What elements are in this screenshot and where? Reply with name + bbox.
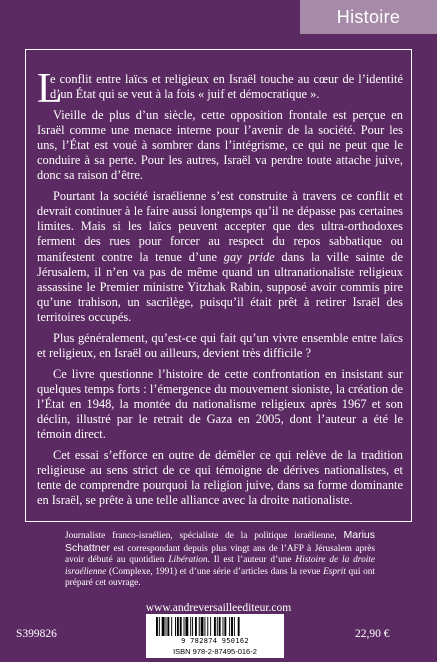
paragraph-1-text: e conflit entre laïcs et religieux en Israël touche au cœur de l’identité d’un État qui se veut à la fois « juif et démocratique ».: [50, 72, 403, 102]
isbn: ISBN 978-2-87495-016-2: [173, 647, 257, 656]
paragraph-6: Cet essai s’efforce en outre de démêler ce qui relève de la tradition religieuse au sens strict de ce qui témoigne de dérives nationalistes, et tente de comprendre pourquoi la religion juive, dans sa forme dominante en Israël, se prête à une telle alliance avec la droite nationaliste.: [37, 448, 403, 508]
paragraph-3-text: Pourtant la société israélienne s’est construite à travers ce conflit et devrait continuer à le faire aussi longtemps qu’il ne dépasse pas certaines limites. Mais si les laïcs peuvent accepter que des ultra-orthodoxes ferment des rues pour forcer au respect du repos sabbatique ou manifestent contre la tenue d’une: [37, 189, 403, 264]
paragraph-4: Plus généralement, qu’est-ce qui fait qu’un vivre ensemble entre laïcs et religieux, en Israël ou ailleurs, devient très difficile ?: [37, 330, 403, 360]
bio-intro: Journaliste franco-israélien, spécialiste de la politique israélienne,: [65, 531, 337, 541]
bio-book-title: Histoire de la droite israélienne: [65, 555, 376, 577]
barcode: [146, 614, 284, 658]
product-reference: S399826: [16, 628, 57, 640]
barcode-number: 9 782874 950162: [181, 637, 249, 645]
bio-mid3: (Complexe, 1991) et d’une série d’articles dans la revue: [109, 566, 321, 577]
paragraph-3: [37, 189, 403, 324]
publisher-url[interactable]: www.andreversailleediteur.com: [145, 602, 292, 614]
price: 22,90 €: [355, 628, 390, 640]
bio-mid2: . Il est l’auteur d’une: [207, 555, 292, 566]
gay-pride-emphasis: gay pride: [223, 249, 275, 264]
author-bio: [65, 530, 375, 590]
bio-end: qui ont préparé cet ouvrage.: [65, 566, 375, 589]
drop-cap: L: [37, 66, 63, 112]
paragraph-5: Ce livre questionne l’histoire de cette confrontation en insistant sur quelques temps forts : l’émergence du mouvement sioniste, la création de l’État en 1948, la montée du nationalisme religieux après 1967 et son déclin, illustré par le retrait de Gaza en 2005, dont l’auteur a été le témoin direct.: [37, 366, 403, 442]
paragraph-3-end: dans la ville sainte de Jérusalem, il n’en va pas de même quand un ultranationaliste religieux assassine le Premier ministre Yitzhak Rabin, supposé avoir commis pire qu’une trahison, un sacrilège, puisqu’il était prêt à retirer Israël des territoires occupés.: [37, 249, 403, 324]
author-name: Marius Schattner: [65, 529, 376, 554]
back-cover-text: [37, 66, 403, 514]
bio-review: Esprit: [323, 566, 346, 577]
category-tab: Histoire: [300, 0, 437, 34]
bio-mid: est correspondant depuis plus vingt ans de l’AFP à Jérusalem après avoir débuté au quotidien: [65, 543, 376, 566]
barcode-bars: [150, 617, 280, 637]
paragraph-1: [37, 66, 403, 112]
bio-newspaper: Libération: [168, 555, 208, 566]
paragraph-2: Vieille de plus d’un siècle, cette opposition frontale est perçue en Israël comme une menace interne pour l’avenir de la société. Pour les uns, l’État est voué à sombrer dans l’intégrisme, ce qui ne peut que le conduire à sa perte. Pour les autres, Israël va perdre toute attache juive, donc sa raison d’être.: [37, 108, 403, 183]
